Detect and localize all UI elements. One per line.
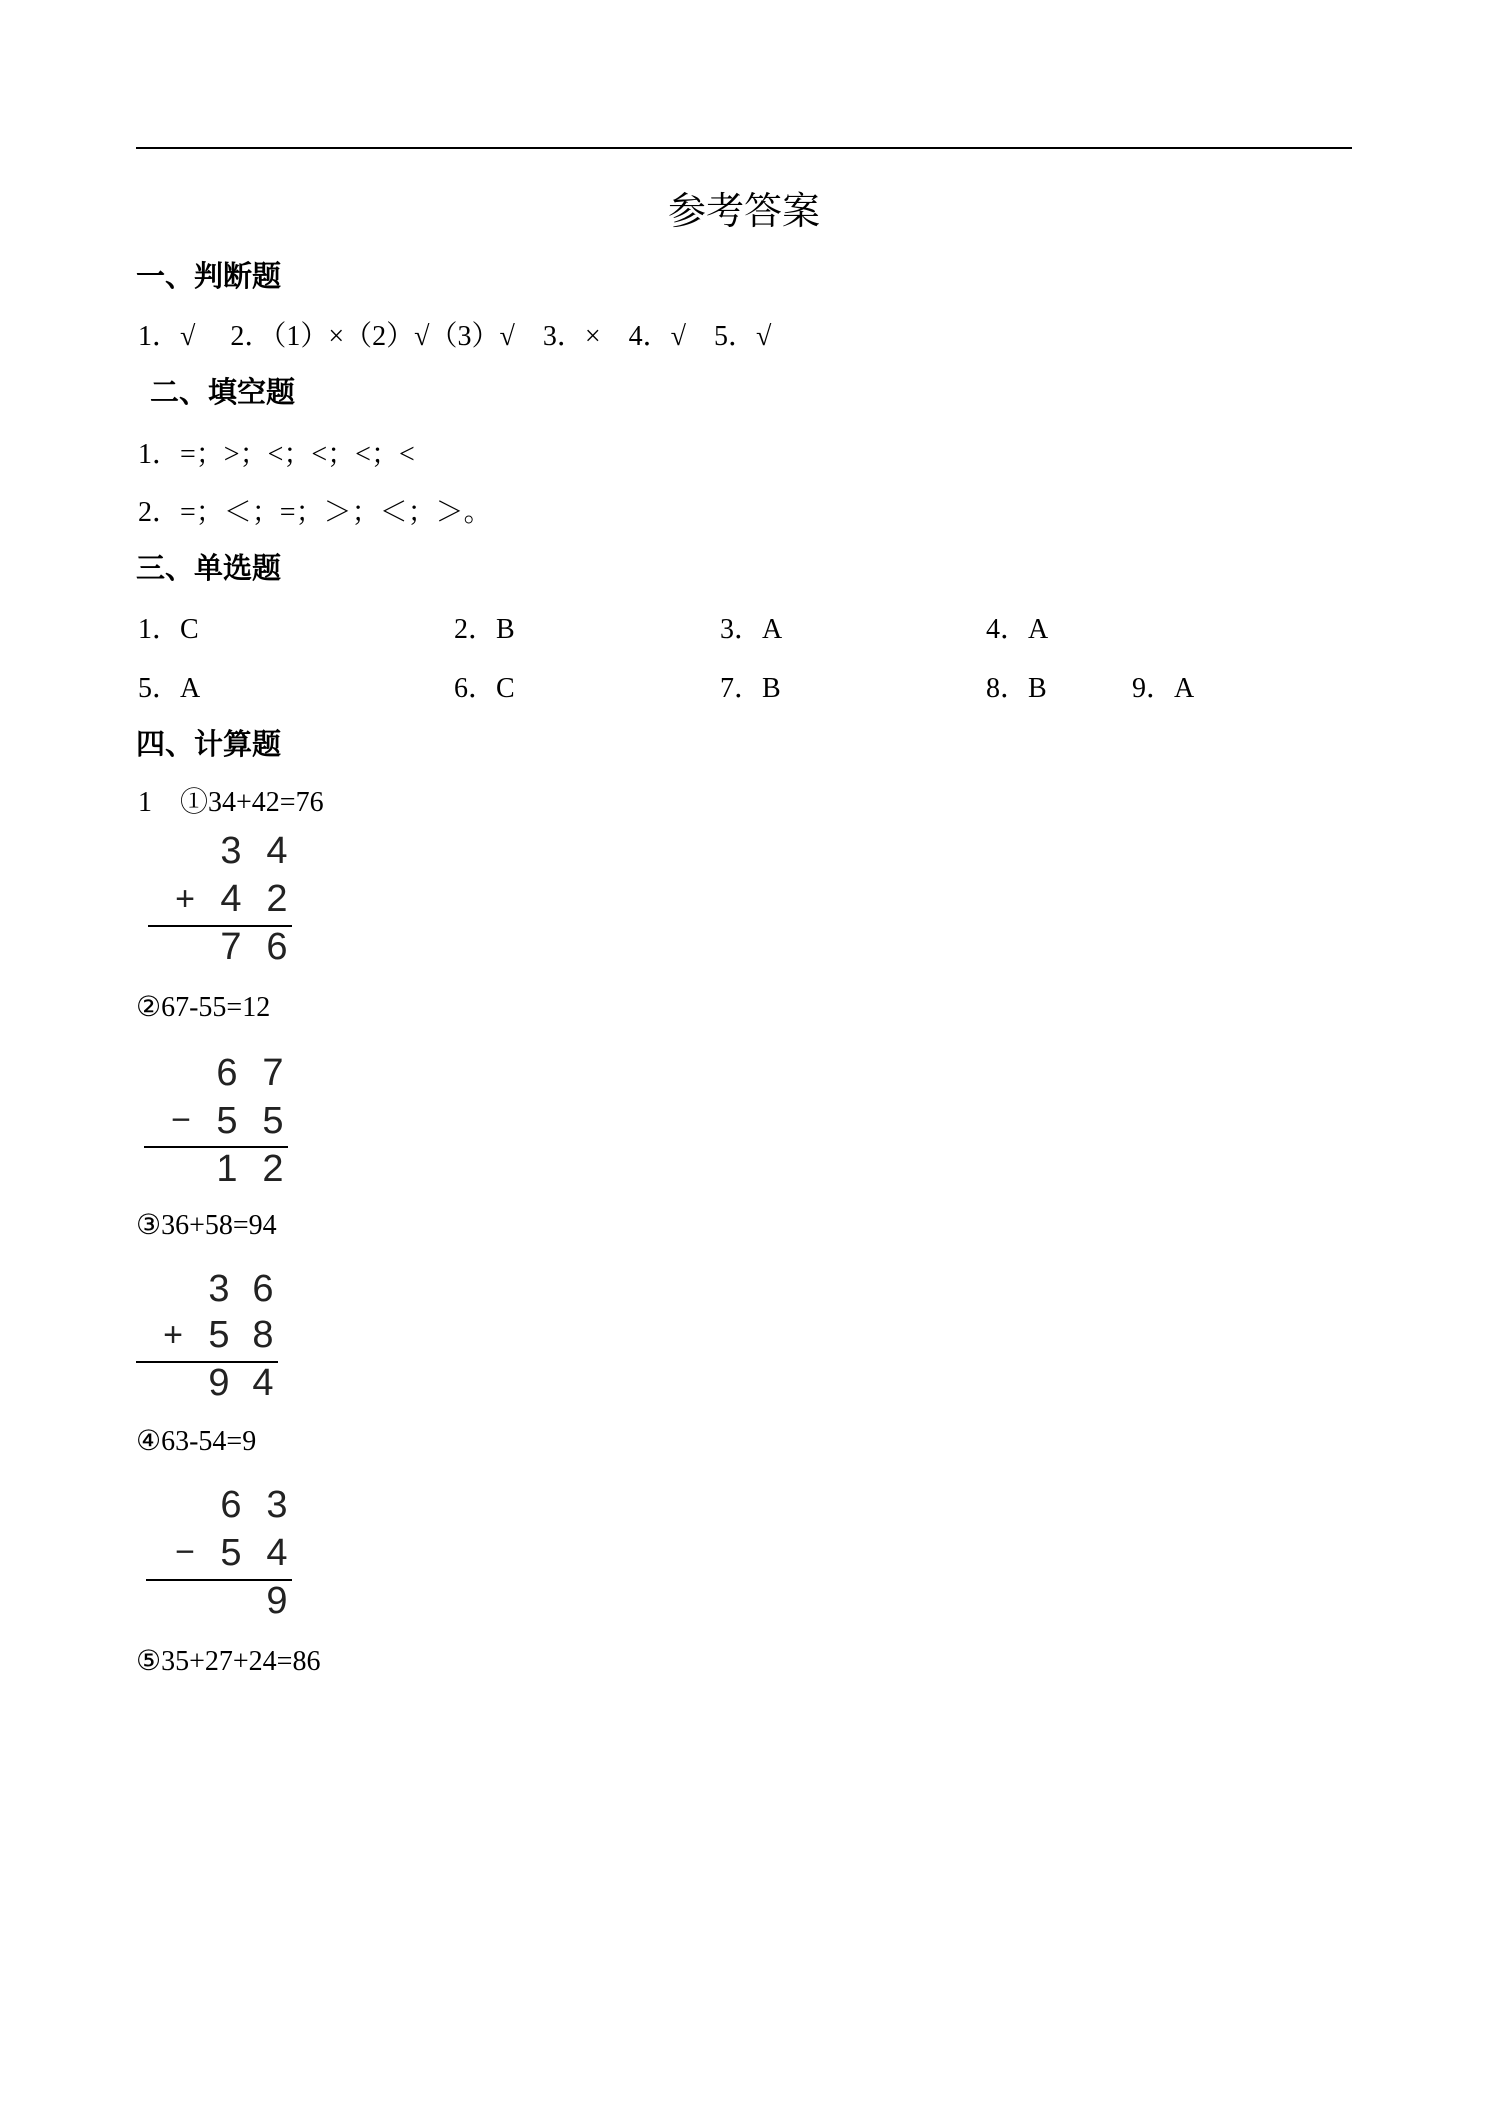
digit: 5: [208, 1314, 230, 1356]
section-heading-calculation: 四、计算题: [136, 727, 282, 761]
digit: 7: [262, 1052, 284, 1094]
operator: −: [171, 1101, 191, 1139]
judgment-answers: 1．√ 2．（1）×（2）√（3）√ 3．× 4．√ 5．√: [138, 321, 772, 352]
choice-answer: 2．B: [454, 614, 515, 645]
digit: 9: [208, 1362, 230, 1404]
digit: 7: [220, 926, 242, 968]
digit: 6: [266, 926, 288, 968]
calc-problem-label: 1 ①34+42=76: [138, 787, 324, 818]
digit: 9: [266, 1580, 288, 1622]
digit: 1: [216, 1148, 238, 1190]
operator: +: [163, 1316, 183, 1354]
page-title: 参考答案: [667, 191, 820, 233]
digit: 8: [252, 1314, 274, 1356]
calc-problem-label: ③36+58=94: [136, 1210, 277, 1241]
operator: +: [175, 880, 195, 918]
digit: 5: [216, 1100, 238, 1142]
choice-answer: 8．B: [986, 673, 1047, 704]
calc-problem-label: ②67-55=12: [136, 992, 271, 1023]
choice-answer: 5．A: [138, 673, 201, 704]
digit: 4: [266, 830, 288, 872]
digit: 2: [266, 878, 288, 920]
digit: 6: [252, 1268, 274, 1310]
calc-problem-label: ④63-54=9: [136, 1426, 257, 1457]
choice-answer: 7．B: [720, 673, 781, 704]
section-heading-judgment: 一、判断题: [136, 259, 282, 293]
digit: 4: [266, 1532, 288, 1574]
digit: 3: [266, 1484, 288, 1526]
digit: 4: [252, 1362, 274, 1404]
choice-answer: 4．A: [986, 614, 1049, 645]
digit: 2: [262, 1148, 284, 1190]
fill-blank-answers-2: 2．=；＜；=；＞；＜；＞。: [138, 497, 492, 528]
digit: 4: [220, 878, 242, 920]
digit: 3: [220, 830, 242, 872]
digit: 5: [262, 1100, 284, 1142]
choice-answer: 1．C: [138, 614, 199, 645]
digit: 6: [220, 1484, 242, 1526]
section-heading-single-choice: 三、单选题: [136, 551, 282, 585]
choice-answer: 9．A: [1132, 673, 1195, 704]
header-rule: [136, 147, 1352, 149]
digit: 6: [216, 1052, 238, 1094]
fill-blank-answers-1: 1．=；>；<；<；<；<: [138, 439, 415, 470]
calc-problem-label: ⑤35+27+24=86: [136, 1646, 321, 1677]
digit: 3: [208, 1268, 230, 1310]
digit: 5: [220, 1532, 242, 1574]
operator: −: [175, 1533, 195, 1571]
choice-answer: 3．A: [720, 614, 783, 645]
choice-answer: 6．C: [454, 673, 515, 704]
section-heading-fill-blank: 二、填空题: [150, 375, 296, 409]
